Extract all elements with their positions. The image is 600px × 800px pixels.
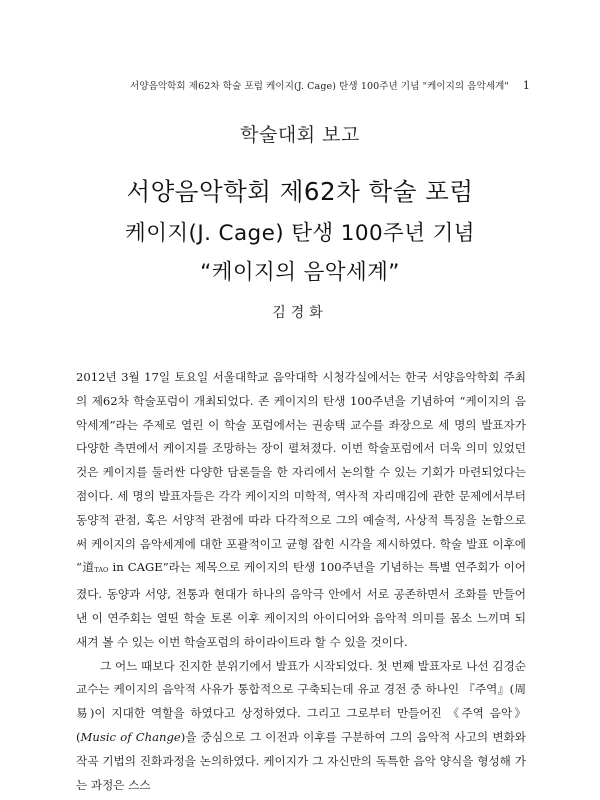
p2-start: 그 어느 때보다 진지한 분위기에서 발표가 시작되었다. 첫 번째 발표자로 나선 김경순 교수는 케이지의 음악적 사유가 통합적으로 구축되는데 유교 경전 중 하나인 『주역』(周易)이 지대한 역할을 하였다고 상정하였다. 그리고 그로부터 만들어진 《주역 음악》( [76, 658, 526, 744]
article-body [76, 366, 526, 797]
paragraph-1 [76, 366, 526, 655]
paragraph-2 [76, 655, 526, 798]
author-name: 김경화 [272, 305, 328, 321]
p1-dao: 道 [81, 560, 95, 575]
p1-text: 2012년 3월 17일 토요일 서울대학교 음악대학 시청각실에서는 한국 서양음악학회 주최의 제62차 학술포럼이 개최되었다. 존 케이지의 탄생 100주년을 기념하여 “케이지의 음악세계”라는 주제로 열린 이 학술 포럼에서는 권송택 교수를 좌장으로 세 명의 발표자가 다양한 측면에서 케이지를 조망하는 장이 펼쳐졌다. 이번 학술포럼에서 더욱 의미 있었던 것은 케이지를 둘러싼 다양한 담론들을 한 자리에서 논의할 수 있는 기회가 마련되었다는 점이다. 세 명의 발표자들은 각각 케이지의 미학적, 역사적 자리매김에 관한 문제에서부터 동양적 관점, 혹은 서양적 관점에 따라 다각적으로 그의 예술적, 사상적 특징을 논함으로써 케이지의 음악세계에 대한 포괄적이고 균형 잡힌 시각을 제시하였다. 학술 발표 이후에 “ [76, 370, 526, 575]
p2-italic-title: Music of Change [80, 729, 181, 744]
page-number: 1 [522, 79, 530, 92]
p2-end: )을 중심으로 그 이전과 이후를 구분하여 그의 음악적 사고의 변화와 작곡 기법의 진화과정을 논의하였다. 케이지가 그 자신만의 독특한 음악 양식을 형성해 가는 과정은 스스 [76, 729, 526, 792]
article-subtitle: 케이지(J. Cage) 탄생 100주년 기념 [125, 221, 475, 246]
article-title: 서양음악학회 제62차 학술 포럼 [126, 177, 474, 206]
running-header [130, 78, 530, 92]
section-kicker: 학술대회 보고 [240, 124, 360, 146]
p1-tao-subscript: TAO [94, 566, 109, 575]
p1-rest: in CAGE”라는 제목으로 케이지의 탄생 100주년을 기념하는 특별 연주회가 이어졌다. 동양과 서양, 전통과 현대가 하나의 음악극 안에서 서로 공존하면서 조화를 만들어낸 이 연주회는 열띤 학술 토론 이후 케이지의 아이디어와 음악적 의미를 몸소 느끼며 되새겨 볼 수 있는 이번 학술포럼의 하이라이트라 할 수 있을 것이다. [76, 560, 526, 649]
article-quote-title: “케이지의 음악세계” [200, 260, 400, 285]
title-block [0, 120, 600, 286]
running-title: 서양음악학회 제62차 학술 포럼 케이지(J. Cage) 탄생 100주년 기념 "케이지의 음악세계" [130, 81, 509, 92]
